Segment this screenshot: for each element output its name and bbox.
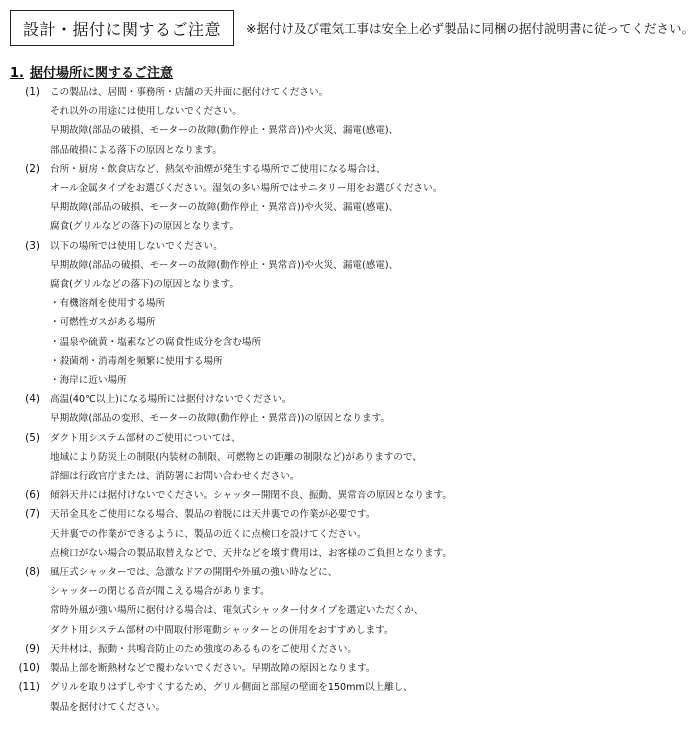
item-body	[50, 505, 452, 563]
list-item	[10, 640, 630, 659]
item-body	[50, 390, 390, 428]
item-line: 腐食(グリルなどの落下)の原因となります。	[50, 221, 239, 233]
item-line: 傾斜天井には据付けないでください。シャッター開閉不良、振動、異常音の原因となります。	[50, 490, 452, 502]
item-line: ダクト用システム部材の中間取付形電動シャッターとの併用をおすすめします。	[50, 624, 394, 636]
item-number: (8)	[25, 566, 40, 579]
item-body	[50, 486, 452, 505]
item-line: 天井裏での作業ができるように、製品の近くに点検口を設けてください。	[50, 528, 367, 540]
item-line: 高温(40℃以上)になる場所には据付けないでください。	[50, 394, 292, 406]
item-line: オール金属タイプをお選びください。湿気の多い場所ではサニタリー用をお選びください。	[50, 183, 443, 195]
item-number: (6)	[25, 489, 40, 502]
item-line: ダクト用システム部材のご使用については、	[50, 432, 241, 444]
item-line: 早期故障(部品の破損、モーターの故障(動作停止・異常音))や火災、漏電(感電)、	[50, 202, 399, 214]
item-gap	[40, 237, 50, 391]
item-gap	[40, 640, 50, 659]
item-number: (10)	[18, 662, 40, 675]
item-number: (5)	[25, 431, 40, 444]
item-gap	[40, 83, 50, 160]
item-line: 早期故障(部品の変形、モーターの故障(動作停止・異常音))の原因となります。	[50, 413, 391, 425]
item-number: (4)	[25, 393, 40, 406]
item-body	[50, 83, 398, 160]
item-line: 点検口がない場合の製品取替えなどで、天井などを壊す費用は、お客様のご負担となります。	[50, 547, 452, 559]
item-body	[50, 160, 442, 237]
item-line: 製品を据付けてください。	[50, 701, 166, 713]
item-line: 風圧式シャッターでは、急激なドアの開閉や外風の強い時などに、	[50, 567, 338, 579]
item-gap	[40, 486, 50, 505]
item-line: 早期故障(部品の破損、モーターの故障(動作停止・異常音))や火災、漏電(感電)、	[50, 259, 399, 271]
item-body	[50, 640, 357, 659]
section-number: 1.	[10, 66, 24, 81]
list-item	[10, 429, 630, 487]
section-title	[10, 62, 173, 81]
item-line: シャッターの閉じる音が聞こえる場合があります。	[50, 586, 270, 598]
item-line: 早期故障(部品の破損、モーターの故障(動作停止・異常音))や火災、漏電(感電)、	[50, 125, 399, 137]
item-line: 台所・厨房・飲食店など、熱気や油煙が発生する場所でご使用になる場合は、	[50, 163, 386, 175]
item-body	[50, 237, 398, 391]
list-item	[10, 678, 630, 716]
item-gap	[40, 563, 50, 640]
item-line: ・可燃性ガスがある場所	[50, 317, 156, 329]
item-gap	[40, 160, 50, 237]
item-line: この製品は、居間・事務所・店舗の天井面に据付けてください。	[50, 87, 329, 98]
item-line: ・有機溶剤を使用する場所	[50, 298, 166, 310]
item-line: 地域により防災上の制限(内装材の制限、可燃物との距離の制限など)がありますので、	[50, 451, 422, 463]
list-item	[10, 486, 630, 505]
header-note: ※据付け及び電気工事は安全上必ず製品に同梱の据付説明書に従ってください。	[246, 21, 694, 36]
page-title: 設計・据付に関するご注意	[10, 10, 234, 46]
item-body	[50, 429, 422, 487]
item-gap	[40, 390, 50, 428]
item-line: 以下の場所では使用しないでください。	[50, 240, 223, 252]
item-line: 製品上部を断熱材などで覆わないでください。早期故障の原因となります。	[50, 663, 376, 675]
item-gap	[40, 678, 50, 716]
header	[10, 10, 694, 46]
item-line: ・殺菌剤・消毒剤を頻繁に使用する場所	[50, 355, 223, 367]
item-line: ・海岸に近い場所	[50, 375, 127, 387]
list-item	[10, 563, 630, 640]
section-title-text: 据付場所に関するご注意	[29, 66, 173, 81]
item-body	[50, 659, 375, 678]
item-body	[50, 678, 413, 716]
item-line: 常時外風が強い場所に据付ける場合は、電気式シャッター付タイプを選定いただくか、	[50, 605, 424, 617]
item-body	[50, 563, 423, 640]
item-number: (3)	[25, 239, 40, 252]
list-item	[10, 505, 630, 563]
item-number: (1)	[25, 86, 40, 98]
item-line: 部品破損による落下の原因となります。	[50, 144, 222, 156]
item-number: (11)	[18, 681, 40, 694]
item-number: (2)	[25, 162, 40, 175]
item-gap	[40, 659, 50, 678]
item-gap	[40, 429, 50, 487]
list-item	[10, 390, 630, 428]
item-line: 天吊金具をご使用になる場合、製品の着脱には天井裏での作業が必要です。	[50, 509, 376, 521]
list-item	[10, 160, 630, 237]
item-number: (7)	[25, 508, 40, 521]
item-line: それ以外の用途には使用しないでください。	[50, 106, 242, 118]
list-item	[10, 659, 630, 678]
item-gap	[40, 505, 50, 563]
item-line: 詳細は行政官庁または、消防署にお問い合わせください。	[50, 471, 300, 483]
item-number: (9)	[25, 642, 40, 655]
item-line: 天井材は、振動・共鳴音防止のため強度のあるものをご使用ください。	[50, 643, 357, 655]
caution-list	[10, 83, 630, 717]
item-line: ・温泉や硫黄・塩素などの腐食性成分を含む場所	[50, 336, 262, 348]
list-item	[10, 237, 630, 391]
item-line: グリルを取りはずしやすくするため、グリル側面と部屋の壁面を150mm以上離し、	[50, 682, 413, 694]
list-item	[10, 83, 630, 160]
item-line: 腐食(グリルなどの落下)の原因となります。	[50, 279, 239, 291]
